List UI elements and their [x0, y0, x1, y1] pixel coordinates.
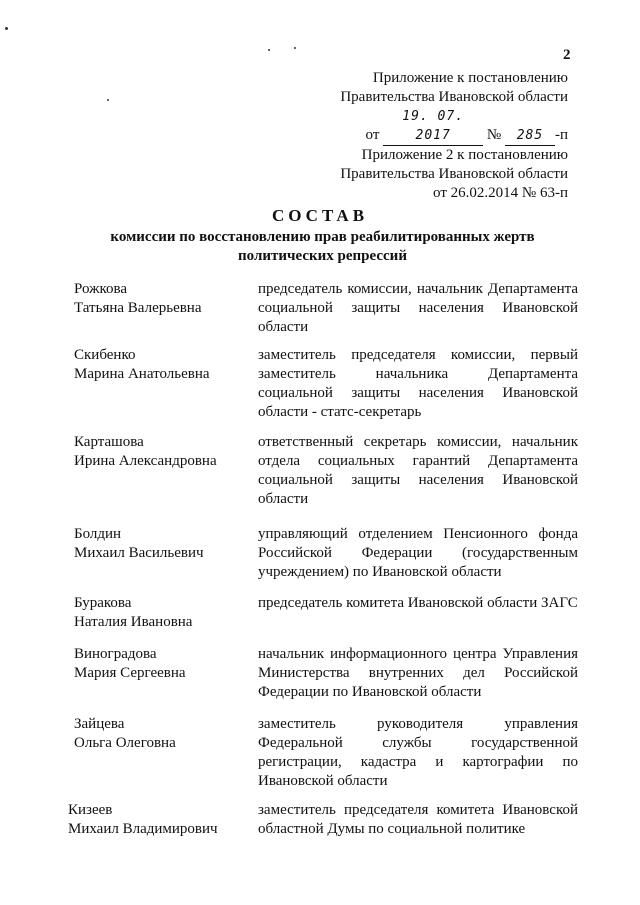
member-role: председатель комиссии, начальник Департамента социальной защиты населения Ивановской области	[258, 281, 578, 335]
page-number: 2	[563, 47, 571, 63]
member-name	[74, 715, 249, 753]
appendix-current-line2: Правительства Ивановской области	[340, 89, 568, 105]
member-role: заместитель председателя комитета Ивановской областной Думы по социальной политике	[258, 802, 578, 837]
member-given-names: Мария Сергеевна	[74, 665, 186, 681]
scan-speck	[294, 47, 296, 49]
member-surname: Зайцева	[74, 716, 125, 732]
appendix-number: 285	[505, 126, 555, 146]
member-role: ответственный секретарь комиссии, начальник отдела социальных гарантий Департамента социальной защиты населения Ивановской области	[258, 434, 578, 507]
member-name	[74, 433, 249, 471]
member-role: управляющий отделением Пенсионного фонда Российской Федерации (государственным учреждением) по Ивановской области	[258, 526, 578, 580]
member-given-names: Марина Анатольевна	[74, 366, 210, 382]
appendix-current-date-line	[340, 107, 568, 146]
member-given-names: Ирина Александровна	[74, 453, 217, 469]
scan-speck	[107, 99, 109, 101]
member-name	[74, 525, 249, 563]
member-given-names: Михаил Владимирович	[68, 821, 218, 837]
member-surname: Рожкова	[74, 281, 128, 297]
member-given-names: Наталия Ивановна	[74, 614, 193, 630]
appendix-current-line1: Приложение к постановлению	[372, 70, 568, 86]
appendix-number-suffix: -п	[554, 127, 568, 143]
member-role: заместитель руководителя управления Федеральной службы государственной регистрации, кадастра и картографии по Ивановской области	[258, 716, 578, 789]
appendix-original-line1: Приложение 2 к постановлению	[361, 147, 568, 163]
appendix-number-sign: №	[486, 127, 502, 143]
member-role: председатель комитета Ивановской области ЗАГС	[258, 595, 578, 611]
document-title: СОСТАВ	[271, 206, 369, 225]
member-surname: Буракова	[74, 595, 132, 611]
appendix-original	[340, 146, 568, 203]
member-name	[74, 280, 249, 318]
member-surname: Виноградова	[74, 646, 157, 662]
member-role: заместитель председателя комиссии, первый заместитель начальника Департамента социальной защиты населения Ивановской области - статс-секретарь	[258, 347, 578, 420]
document-subtitle-line1: комиссии по восстановлению прав реабилитированных жертв	[110, 229, 535, 245]
member-name	[74, 346, 249, 384]
scan-speck	[5, 27, 8, 30]
member-name	[74, 594, 249, 632]
member-surname: Болдин	[74, 526, 122, 542]
member-surname: Карташова	[74, 434, 144, 450]
document-subtitle	[80, 228, 565, 266]
member-role: начальник информационного центра Управления Министерства внутренних дел Российской Федерации по Ивановской области	[258, 646, 578, 700]
member-given-names: Татьяна Валерьевна	[74, 300, 202, 316]
appendix-current	[340, 69, 568, 146]
member-surname: Скибенко	[74, 347, 136, 363]
appendix-original-line3: от 26.02.2014 № 63-п	[433, 185, 568, 201]
appendix-original-line2: Правительства Ивановской области	[340, 166, 568, 182]
member-name	[74, 645, 249, 683]
appendix-date: 19. 07. 2017	[383, 107, 483, 146]
member-surname: Кизеев	[68, 802, 113, 818]
member-name	[68, 801, 243, 839]
scan-speck	[268, 49, 270, 51]
appendix-date-prefix: от	[365, 127, 380, 143]
member-given-names: Михаил Васильевич	[74, 545, 204, 561]
document-subtitle-line2: политических репрессий	[238, 248, 407, 264]
member-given-names: Ольга Олеговна	[74, 735, 176, 751]
